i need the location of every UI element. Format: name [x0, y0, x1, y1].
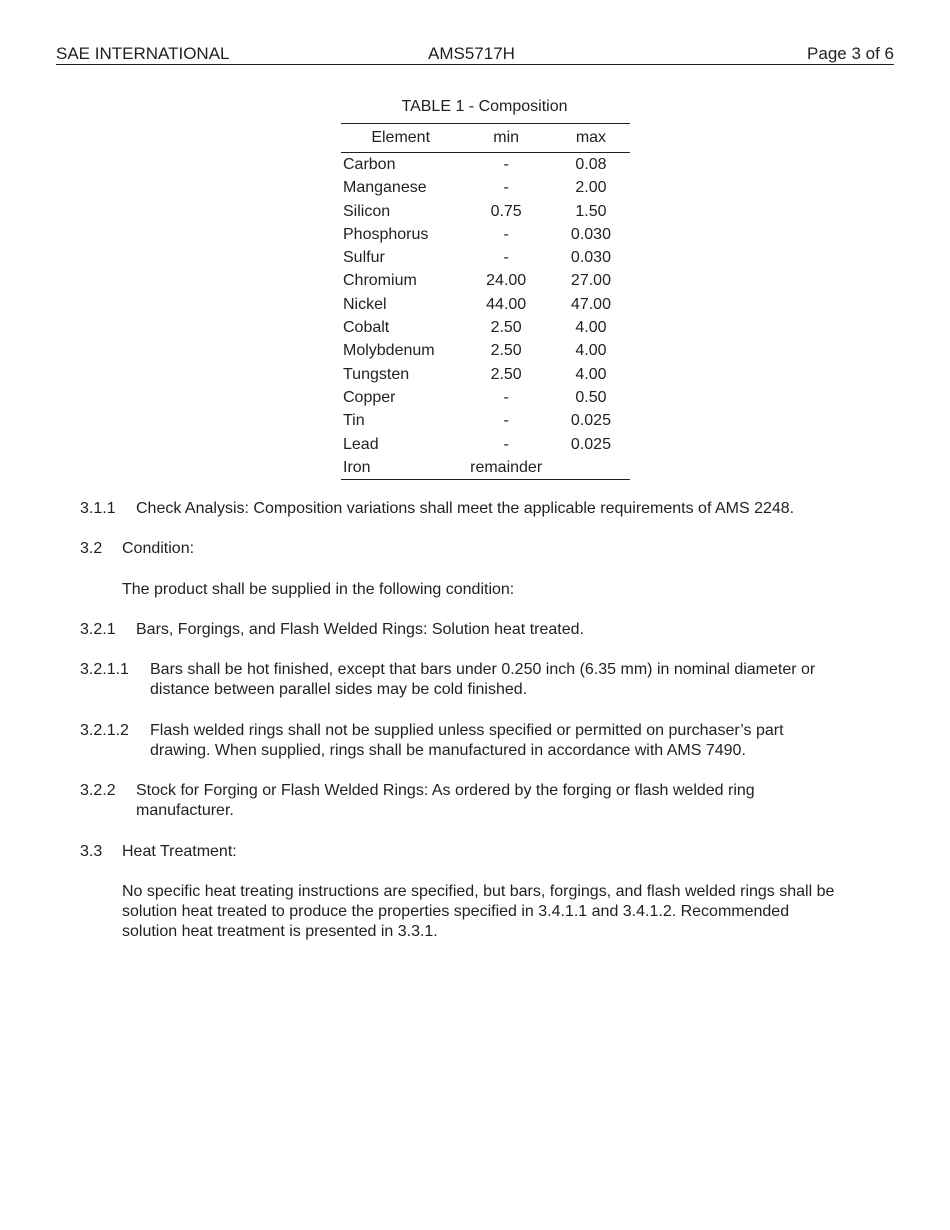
max-cell: 0.025	[570, 412, 611, 430]
table-row	[341, 269, 630, 292]
table-row	[341, 223, 630, 246]
table-row	[341, 433, 630, 456]
composition-table-block	[341, 97, 630, 480]
page-header	[56, 44, 894, 65]
max-cell: 0.08	[575, 156, 607, 173]
table-row	[341, 293, 630, 316]
column-header-element: Element	[371, 129, 431, 146]
section-text-line-1: Stock for Forging or Flash Welded Rings: As ordered by the forging or flash welded ring	[136, 782, 755, 799]
table-row	[341, 176, 630, 199]
min-cell: -	[503, 225, 509, 243]
min-cell: -	[503, 412, 509, 430]
element-cell: Tin	[343, 412, 365, 430]
max-cell: 2.00	[575, 179, 607, 197]
section-3-2-body: The product shall be supplied in the following condition:	[122, 581, 515, 598]
table-row	[341, 363, 630, 386]
element-cell: Carbon	[343, 156, 396, 173]
section-3-2-1	[80, 620, 880, 640]
section-text-line-1: Flash welded rings shall not be supplied unless specified or permitted on purchaser’s part	[150, 722, 784, 739]
table-row	[341, 246, 630, 269]
element-cell: Molybdenum	[343, 342, 435, 360]
element-cell: Chromium	[343, 272, 417, 290]
section-3-2	[80, 539, 880, 559]
max-cell: 0.50	[575, 388, 607, 406]
table-row	[341, 200, 630, 223]
min-cell: 24.00	[486, 272, 527, 290]
section-heading: Condition:	[122, 540, 195, 557]
column-header-max: max	[575, 129, 607, 146]
min-cell: 2.50	[490, 319, 522, 337]
min-cell: -	[503, 249, 509, 267]
table-row	[341, 409, 630, 432]
min-cell: -	[503, 179, 509, 197]
table-row	[341, 153, 630, 177]
header-page-number: Page 3 of 6	[807, 44, 894, 63]
element-cell: Lead	[343, 435, 379, 453]
min-cell: 44.00	[486, 295, 527, 313]
min-cell: 2.50	[490, 365, 522, 383]
element-cell: Nickel	[343, 295, 387, 313]
element-cell: Phosphorus	[343, 225, 429, 243]
table-header-row	[341, 124, 630, 153]
min-cell: -	[503, 156, 509, 173]
section-number: 3.2.1.2	[80, 722, 129, 739]
min-cell: remainder	[470, 458, 543, 476]
section-number: 3.2.1.1	[80, 661, 129, 678]
section-3-1-1	[80, 499, 880, 519]
section-3-2-2	[80, 781, 880, 821]
section-heading: Heat Treatment:	[122, 843, 237, 860]
section-number: 3.2.1	[80, 621, 116, 638]
max-cell	[552, 456, 630, 480]
table-row	[341, 456, 630, 480]
section-3-2-1-2	[80, 721, 880, 761]
element-cell: Copper	[343, 388, 396, 406]
max-cell: 4.00	[575, 342, 607, 360]
section-number: 3.1.1	[80, 500, 116, 517]
section-text-line-2: distance between parallel sides may be cold finished.	[150, 681, 528, 698]
section-3-3	[80, 842, 880, 862]
section-text-line-2: manufacturer.	[136, 802, 234, 819]
section-text: Bars, Forgings, and Flash Welded Rings: Solution heat treated.	[136, 621, 584, 638]
element-cell: Cobalt	[343, 319, 390, 337]
composition-table	[341, 123, 630, 480]
table-row	[341, 386, 630, 409]
element-cell: Tungsten	[343, 365, 410, 383]
table-body	[341, 153, 630, 480]
section-number: 3.2	[80, 540, 103, 557]
max-cell: 0.030	[570, 225, 611, 243]
header-organization: SAE INTERNATIONAL	[56, 44, 230, 63]
section-text-line-2: drawing. When supplied, rings shall be manufactured in accordance with AMS 7490.	[150, 742, 746, 759]
table-row	[341, 339, 630, 362]
max-cell: 0.030	[570, 249, 611, 267]
element-cell: Sulfur	[343, 249, 385, 267]
min-cell: 2.50	[490, 342, 522, 360]
section-number: 3.3	[80, 843, 103, 860]
max-cell: 1.50	[575, 202, 607, 220]
table-row	[341, 316, 630, 339]
section-text: Check Analysis: Composition variations shall meet the applicable requirements of AMS 2248.	[136, 500, 795, 517]
table-title: TABLE 1 - Composition	[401, 98, 568, 115]
element-cell: Iron	[343, 458, 371, 476]
max-cell: 47.00	[570, 295, 611, 313]
max-cell: 0.025	[570, 435, 611, 453]
element-cell: Manganese	[343, 179, 427, 197]
section-number: 3.2.2	[80, 782, 116, 799]
max-cell: 4.00	[575, 365, 607, 383]
min-cell: -	[503, 388, 509, 406]
body-line-1: No specific heat treating instructions are specified, but bars, forgings, and flash welded rings shall be	[122, 883, 835, 900]
section-text-line-1: Bars shall be hot finished, except that bars under 0.250 inch (6.35 mm) in nominal diameter or	[150, 661, 816, 678]
body-line-2: solution heat treated to produce the properties specified in 3.4.1.1 and 3.4.1.2. Recommended	[122, 903, 790, 920]
min-cell: -	[503, 435, 509, 453]
header-document-number: AMS5717H	[428, 44, 515, 63]
section-3-3-body	[122, 882, 892, 942]
element-cell: Silicon	[343, 202, 391, 220]
body-line-3: solution heat treatment is presented in 3.3.1.	[122, 923, 438, 940]
column-header-min: min	[493, 129, 520, 146]
max-cell: 27.00	[570, 272, 611, 290]
min-cell: 0.75	[490, 202, 522, 220]
max-cell: 4.00	[575, 319, 607, 337]
section-3-2-1-1	[80, 660, 880, 700]
